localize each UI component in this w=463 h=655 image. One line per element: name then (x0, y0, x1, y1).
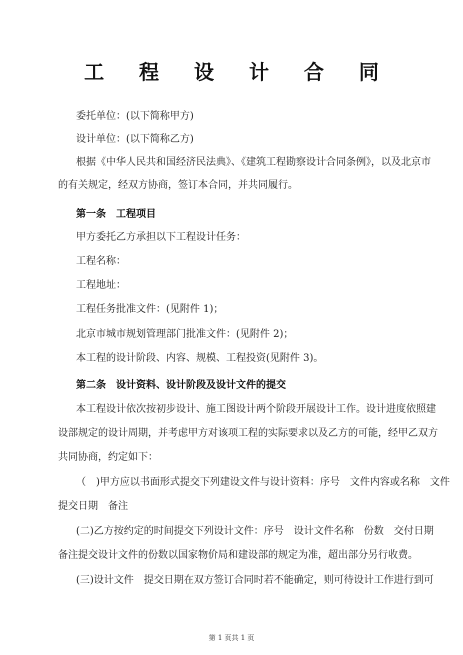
basis-line-2: 的有关规定，经双方协商，签订本合同，并共同履行。 (58, 180, 298, 191)
article-2-line: (二)乙方按约定的时间提交下列设计文件：序号 设计文件名称 份数 交付日期 (76, 526, 434, 537)
client-line: 委托单位：(以下简称甲方) (76, 111, 194, 122)
article-2-line: (三)设计文件 提交日期在双方签订合同时若不能确定，则可待设计工作进行到可 (76, 575, 434, 586)
article-2-line: 共同协商，约定如下： (58, 452, 158, 463)
basis-line-1: 根据《中华人民共和国经济民法典》、《建筑工程勘察设计合同条例》，以及北京市 (76, 157, 431, 168)
article-2-line: 本工程设计依次按初步设计、施工图设计两个阶段开展设计工作。设计进度依照建 (76, 404, 436, 415)
article-1-line: 工程名称： (76, 256, 126, 267)
article-1-line: 北京市城市规划管理部门批准文件：(见附件 2)； (76, 329, 294, 340)
article-1-line: 工程地址： (76, 280, 126, 291)
page-footer: 第 1 页共 1 页 (208, 634, 255, 642)
article-1-heading: 第一条 工程项目 (76, 209, 156, 220)
designer-line: 设计单位：(以下简称乙方) (76, 134, 194, 145)
article-2-line: 备注提交设计文件的份数以国家物价局和建设部的规定为准，超出部分另行收费。 (58, 550, 418, 561)
page-title: 工 程 设 计 合 同 (84, 60, 393, 84)
article-1-line: 甲方委托乙方承担以下工程设计任务： (76, 232, 246, 243)
article-2-line: 提交日期 备注 (58, 501, 128, 512)
article-2-line: 设部规定的设计周期，并考虑甲方对该项工程的实际要求以及乙方的可能，经甲乙双方 (58, 428, 438, 439)
article-1-line: 本工程的设计阶段、内容、规模、工程投资(见附件 3)。 (76, 353, 324, 364)
article-2-line: （ )甲方应以书面形式提交下列建设文件与设计资料：序号 文件内容或名称 文件 (76, 477, 450, 488)
article-2-heading: 第二条 设计资料、设计阶段及设计文件的提交 (76, 380, 286, 391)
article-1-line: 工程任务批准文件：(见附件 1)； (76, 304, 224, 315)
